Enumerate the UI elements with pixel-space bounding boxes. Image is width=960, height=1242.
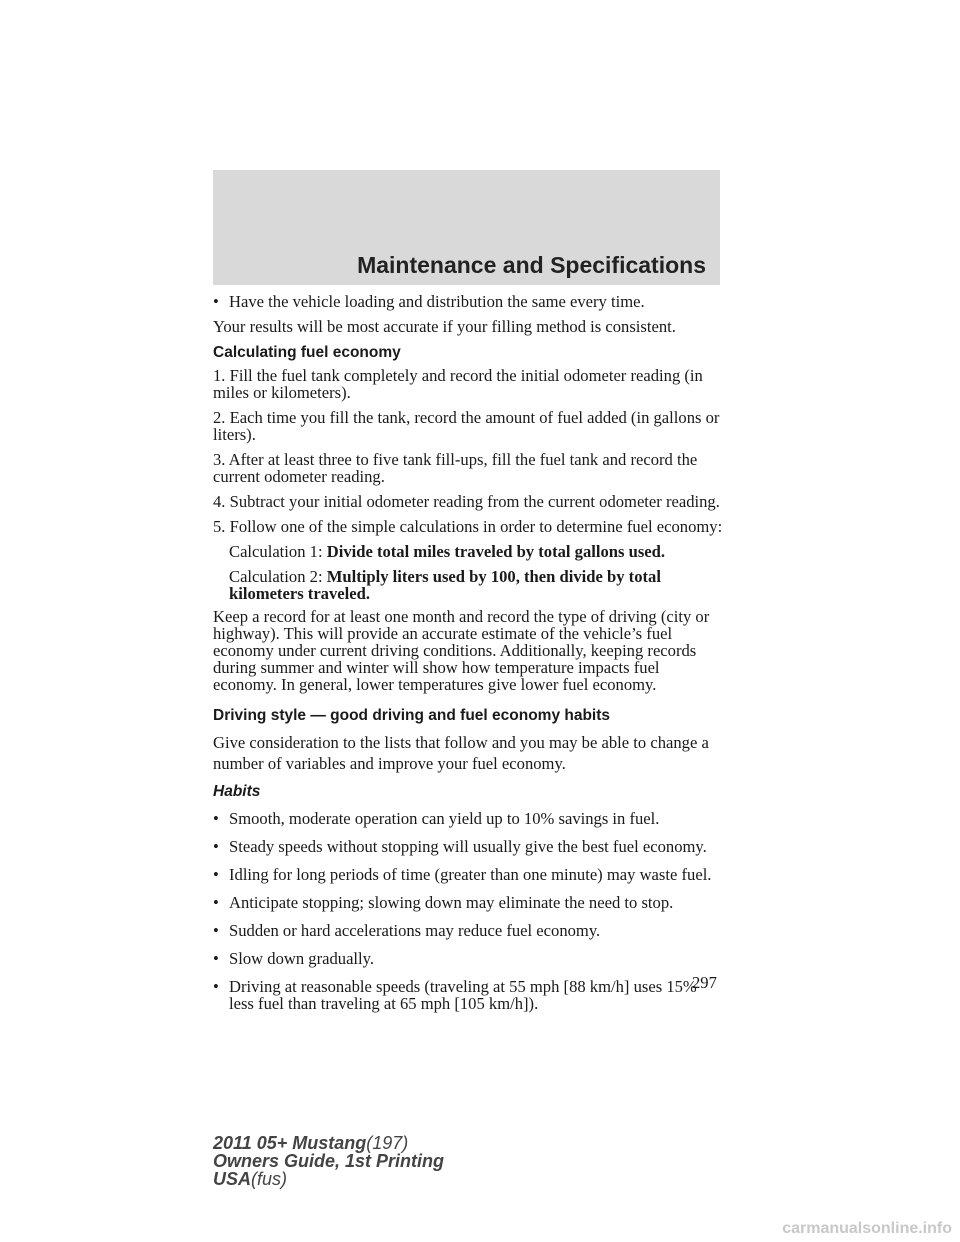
record-paragraph: Keep a record for at least one month and record the type of driving (city or highway). This will provide an accurate estimate of the vehicle’s fuel economy under current driving conditions. Additionally, keeping records during summer and winter will show how temperature impacts fuel economy. In general, lower temperatures give lower fuel economy. [213, 607, 710, 694]
bullet-icon: • [213, 921, 219, 940]
list-item: • Driving at reasonable speeds (traveling at 55 mph [88 km/h] uses 15% less fuel than traveling at 65 mph [105 km/h]). [213, 977, 697, 1013]
list-item: • Slow down gradually. [213, 949, 375, 968]
document-footer: 2011 05+ Mustang(197) Owners Guide, 1st Printing USA(fus) [213, 1133, 445, 1189]
list-item: • Have the vehicle loading and distribution the same every time. [213, 292, 645, 311]
habits-heading: Habits [213, 783, 261, 800]
bullet-icon: • [213, 949, 219, 968]
bullet-icon: • [213, 893, 219, 912]
step-2: 2. Each time you fill the tank, record the amount of fuel added (in gallons or liters). [213, 408, 720, 444]
list-item: • Idling for long periods of time (greater than one minute) may waste fuel. [213, 865, 712, 884]
consistency-note: Your results will be most accurate if your filling method is consistent. [213, 317, 676, 336]
bullet-icon: • [213, 837, 219, 856]
section-title: Maintenance and Specifications [357, 252, 706, 278]
list-item: • Smooth, moderate operation can yield up to 10% savings in fuel. [213, 809, 660, 828]
calculation-2: Calculation 2: Multiply liters used by 100, then divide by total kilometers traveled. [229, 567, 661, 603]
step-3: 3. After at least three to five tank fill-ups, fill the fuel tank and record the current odometer reading. [213, 450, 698, 486]
page-number: 297 [692, 973, 717, 992]
list-item: • Steady speeds without stopping will usually give the best fuel economy. [213, 837, 707, 856]
bullet-icon: • [213, 809, 219, 828]
bullet-icon: • [213, 865, 219, 884]
bullet-icon: • [213, 292, 219, 311]
section-header-bar [213, 170, 720, 285]
step-5: 5. Follow one of the simple calculations in order to determine fuel economy: [213, 517, 723, 536]
watermark: carmanualsonline.info [782, 1220, 952, 1237]
calculating-heading: Calculating fuel economy [213, 344, 401, 361]
step-4: 4. Subtract your initial odometer reading from the current odometer reading. [213, 492, 720, 511]
driving-style-heading: Driving style — good driving and fuel economy habits [213, 707, 611, 724]
driving-intro: Give consideration to the lists that follow and you may be able to change a number of variables and improve your fuel economy. [213, 733, 709, 773]
list-item: • Anticipate stopping; slowing down may eliminate the need to stop. [213, 893, 674, 912]
list-item: • Sudden or hard accelerations may reduce fuel economy. [213, 921, 601, 940]
calculation-1: Calculation 1: Divide total miles traveled by total gallons used. [229, 542, 666, 561]
bullet-icon: • [213, 977, 219, 996]
page-content [213, 293, 723, 1012]
step-1: 1. Fill the fuel tank completely and record the initial odometer reading (in miles or kilometers). [213, 366, 703, 402]
